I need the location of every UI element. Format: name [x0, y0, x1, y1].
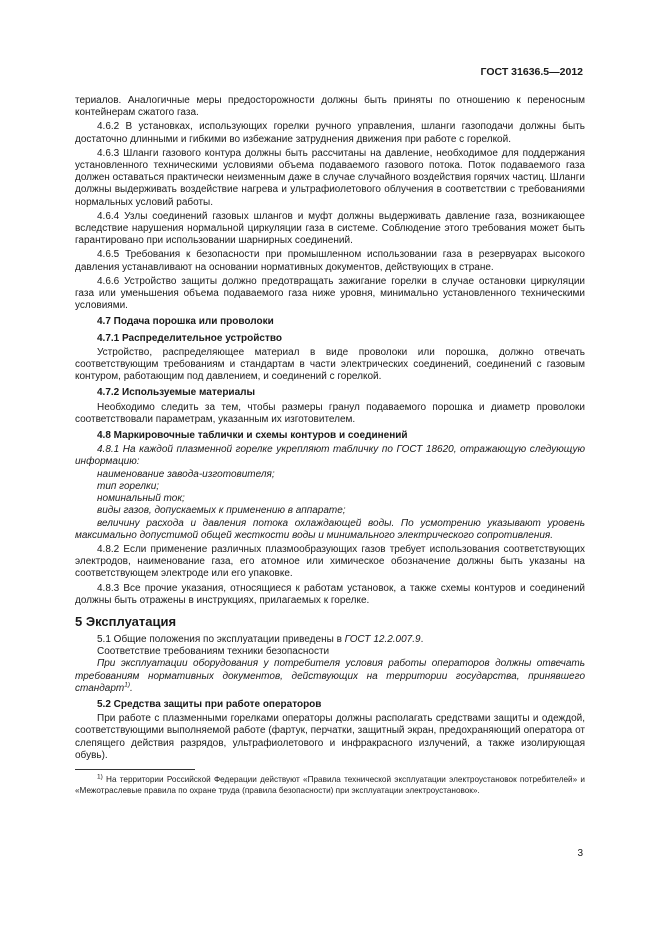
footnote-divider: [75, 769, 195, 770]
clause-5-1-text: 5.1 Общие положения по эксплуатации приведены в: [97, 633, 345, 645]
safety-compliance-subtitle: Соответствие требованиям техники безопасности: [97, 646, 330, 658]
clause-4-7-1: Устройство, распределяющее материал в виде проволоки или порошка, должно отвечать соответствующим требованиям и стандартам в части электрических соединений, соединений с газовым контуром, работающим под давлением, и соединений с горелкой.: [75, 346, 585, 383]
heading-4-7-1: 4.7.1 Распределительное устройство: [97, 332, 282, 344]
footnote-text: На территории Российской Федерации действуют «Правила технической эксплуатации электроустановок потребителей» и «Межотраслевые правила по охране труда (правила безопасности) при эксплуатации электроустановок».: [75, 774, 585, 795]
clause-4-6-5: 4.6.5 Требования к безопасности при промышленном использовании газа в резервуарах высокого давления устанавливают на основании нормативных документов, действующих в стране.: [75, 249, 585, 273]
clause-4-8-1: 4.8.1 На каждой плазменной горелке укрепляют табличку по ГОСТ 18620, отражающую следующую информацию:: [75, 444, 585, 468]
clause-5-1: [75, 634, 585, 646]
heading-4-7: 4.7 Подача порошка или проволоки: [97, 316, 274, 328]
safety-compliance-end: .: [130, 682, 133, 694]
paragraph-continuation: териалов. Аналогичные меры предосторожности должны быть приняты по отношению к переносным контейнерам сжатого газа.: [75, 95, 585, 119]
list-item-torch-type: тип горелки;: [97, 480, 160, 492]
section-5-heading: 5 Эксплуатация: [75, 613, 177, 629]
clause-5-2: При работе с плазменными горелками операторы должны располагать средствами защиты и одеждой, соответствующими выполняемой работе (фартук, перчатки, защитный экран, предохраняющий оператора от слепящего действия разрядов, ультрафиолетового и инфракрасного излучений, а также изолирующая обувь).: [75, 713, 585, 761]
clause-4-7-2: Необходимо следить за тем, чтобы размеры гранул подаваемого порошка и диаметр проволоки соответствовали параметрам, указанным их изготовителем.: [75, 401, 585, 425]
list-item-cooling-water: величину расхода и давления потока охлаждающей воды. По усмотрению указывают уровень максимально допустимой общей жесткости воды и минимального электрического сопротивления.: [75, 517, 585, 541]
footnote-mark: 1): [97, 773, 103, 781]
clause-4-8-3: 4.8.3 Все прочие указания, относящиеся к работам установок, а также схемы контуров и соединений должны быть отражены в инструкциях, прилагаемых к горелке.: [75, 582, 585, 606]
clause-4-6-6: 4.6.6 Устройство защиты должно предотвращать зажигание горелки в случае остановки циркуляции газа или уменьшения объема подаваемого газа ниже уровня, минимально установленного техническими условиями.: [75, 275, 585, 312]
list-item-rated-current: номинальный ток;: [97, 493, 185, 505]
page-body: [75, 95, 585, 796]
heading-4-8: 4.8 Маркировочные таблички и схемы контуров и соединений: [97, 430, 408, 442]
clause-4-6-4: 4.6.4 Узлы соединений газовых шлангов и муфт должны выдерживать давление газа, возникающее вследствие нарушения нормальной циркуляции газа в системе. Соблюдение этого требования может быть гарантировано при использовании шарнирных соединений.: [75, 210, 585, 247]
clause-4-8-2: 4.8.2 Если применение различных плазмообразующих газов требует использования соответствующих электродов, наименование газа, его атомное или химическое обозначение должны быть указаны на соответствующем электроде или его упаковке.: [75, 543, 585, 580]
document-standard-header: ГОСТ 31636.5—2012: [480, 66, 583, 78]
list-item-manufacturer: наименование завода-изготовителя;: [97, 468, 275, 480]
safety-compliance-text: [75, 658, 585, 695]
page-number: 3: [577, 848, 583, 859]
footnote-reference: 1): [124, 681, 131, 689]
clause-4-6-3: 4.6.3 Шланги газового контура должны быть рассчитаны на давление, необходимое для поддержания установленного техническими условиями объема подаваемого газового потока. Поток подаваемого газа должен оставаться практически неизменным даже в случае случайного воздействия горячих частиц. Шланги должны выдерживать воздействие нагрева и ультрафиолетового облучения в соответствии с требованиями нормальных условий работы.: [75, 147, 585, 208]
clause-4-6-2: 4.6.2 В установках, использующих горелки ручного управления, шланги газоподачи должны быть достаточно длинными и гибкими во избежание затруднения движения при работе с горелкой.: [75, 121, 585, 145]
safety-compliance-body: При эксплуатации оборудования у потребителя условия работы операторов должны отвечать требованиям нормативных документов, действующих на территории государства, принявшего стандарт: [75, 658, 585, 694]
clause-5-1-end: .: [420, 633, 424, 645]
heading-5-2: 5.2 Средства защиты при работе операторов: [97, 698, 322, 710]
footnote: [75, 774, 585, 796]
heading-4-7-2: 4.7.2 Используемые материалы: [97, 387, 256, 399]
list-item-gas-types: виды газов, допускаемых к применению в аппарате;: [97, 505, 346, 517]
gost-reference: ГОСТ 12.2.007.9: [344, 633, 421, 645]
